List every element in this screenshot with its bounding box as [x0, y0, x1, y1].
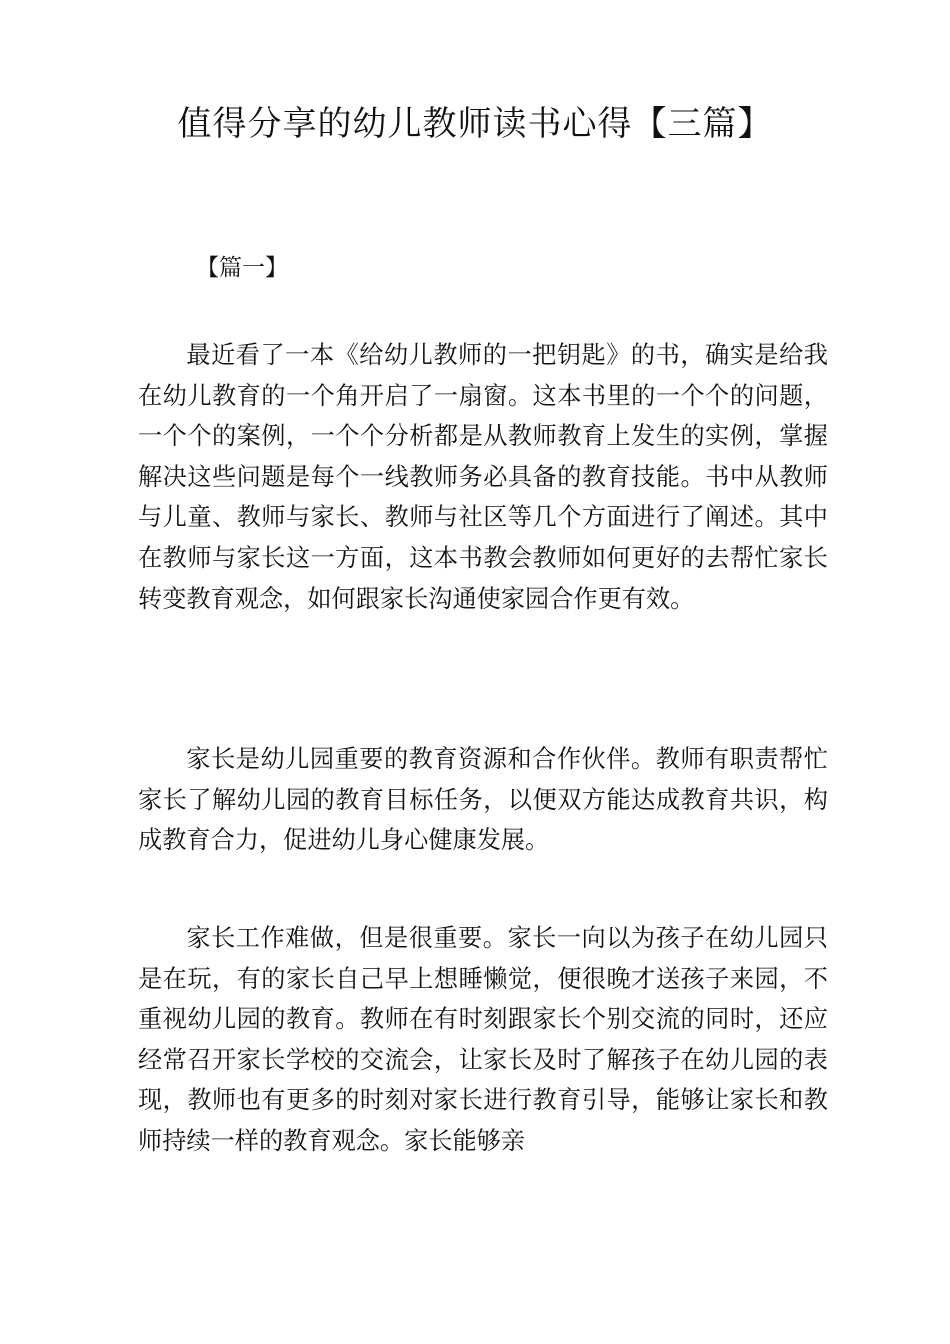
paragraph: 家长是幼儿园重要的教育资源和合作伙伴。教师有职责帮忙家长了解幼儿园的教育目标任务，以便双方能达成教育共识，构成教育合力，促进幼儿身心健康发展。 [138, 745, 828, 855]
paragraph: 家长工作难做，但是很重要。家长一向以为孩子在幼儿园只是在玩，有的家长自己早上想睡懒觉，便很晚才送孩子来园，不重视幼儿园的教育。教师在有时刻跟家长个别交流的同时，还应经常召开家长学校的交流会，让家长及时了解孩子在幼儿园的表现，教师也有更多的时刻对家长进行教育引导，能够让家长和教师持续一样的教育观念。家长能够亲 [138, 924, 828, 1155]
document-title: 值得分享的幼儿教师读书心得【三篇】 [177, 104, 773, 144]
section-label: 【篇一】 [196, 255, 288, 281]
paragraph: 最近看了一本《给幼儿教师的一把钥匙》的书，确实是给我在幼儿教育的一个角开启了一扇窗。这本书里的一个个的问题，一个个的案例，一个个分析都是从教师教育上发生的实例，掌握解决这些问题是每个一线教师务必具备的教育技能。书中从教师与儿童、教师与家长、教师与社区等几个方面进行了阐述。其中在教师与家长这一方面，这本书教会教师如何更好的去帮忙家长转变教育观念，如何跟家长沟通使家园合作更有效。 [138, 341, 828, 613]
